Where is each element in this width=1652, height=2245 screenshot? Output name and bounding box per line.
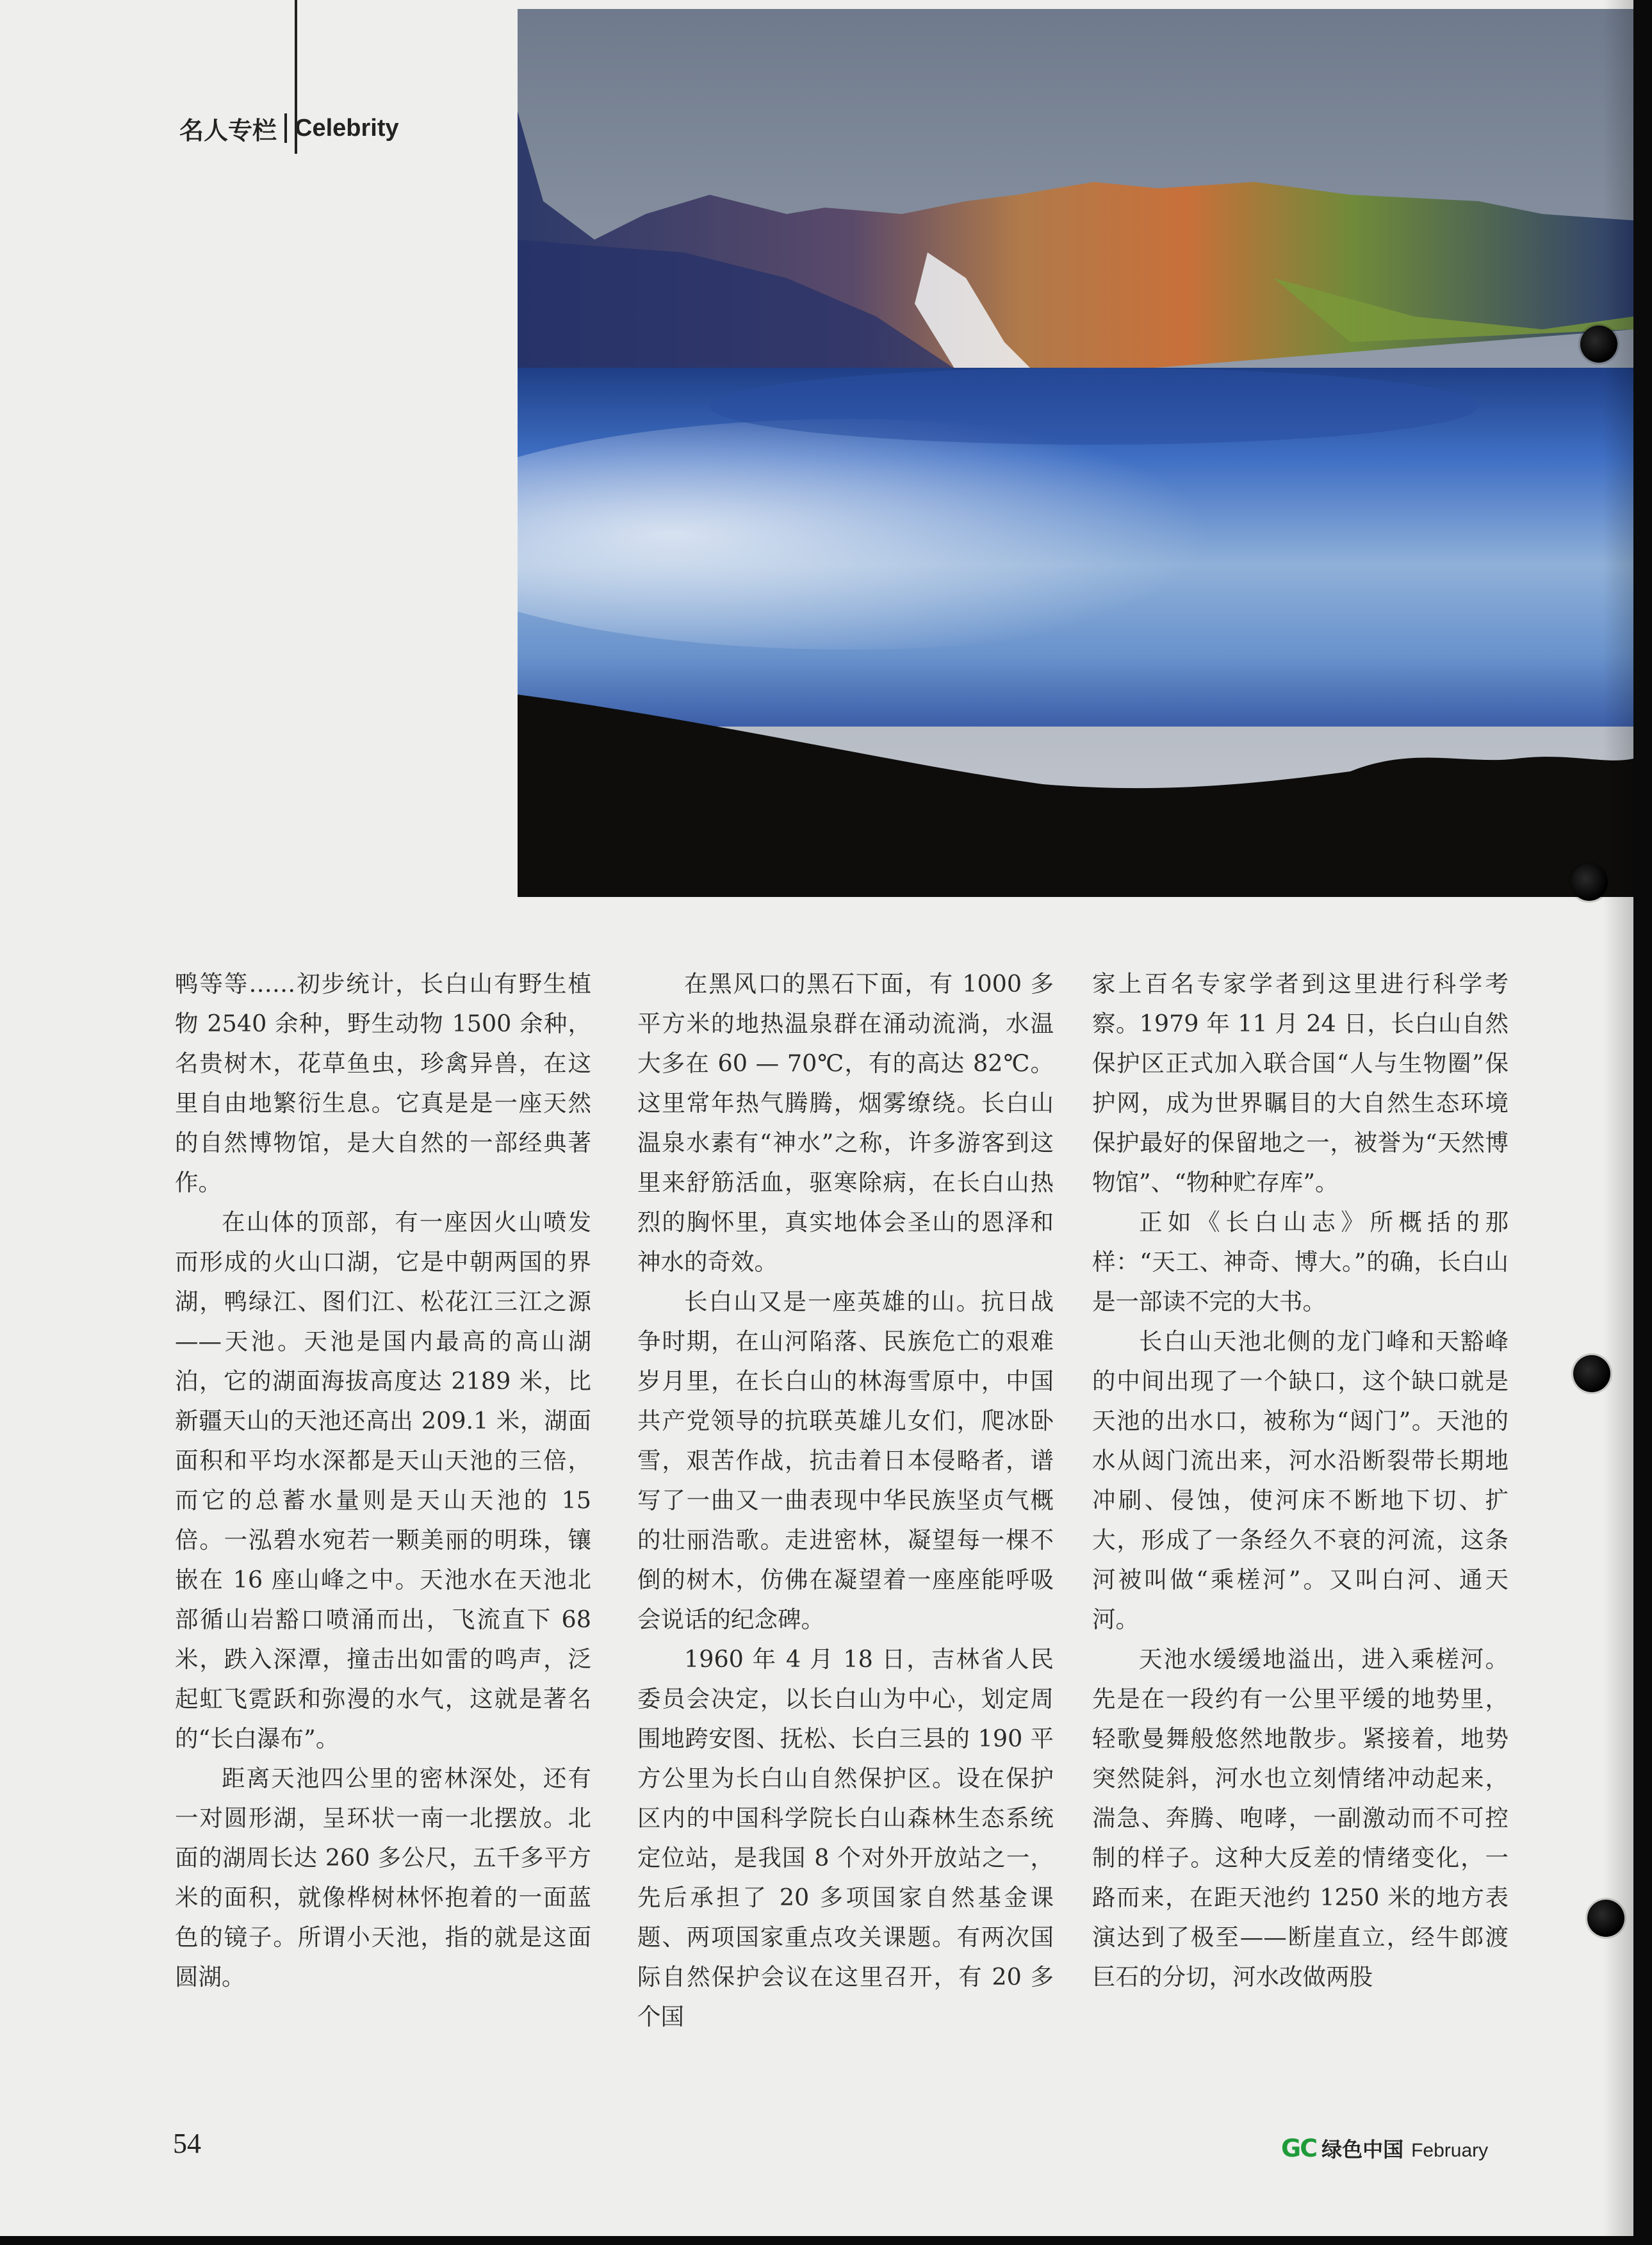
paragraph: 天池水缓缓地溢出，进入乘槎河。先是在一段约有一公里平缓的地势里，轻歌曼舞般悠然地散步。紧接着，地势突然陡斜，河水也立刻情绪冲动起来，湍急、奔腾、咆哮，一副激动而不可控制的样子。这种大反差的情绪变化，一路而来，在距天池约 1250 米的地方表演达到了极至——断崖直立，经牛郎渡巨石的分切，河水改做两股 bbox=[1092, 1645, 1509, 1991]
paragraph: 家上百名专家学者到这里进行科学考察。1979 年 11 月 24 日，长白山自然保护区正式加入联合国“人与生物圈”保护网，成为世界瞩目的大自然生态环境保护最好的保留地之一，被誉为“天然博物馆”、“物种贮存库”。 bbox=[1092, 970, 1509, 1196]
text-column-3 bbox=[1092, 964, 1509, 1997]
paragraph: 在黑风口的黑石下面，有 1000 多平方米的地热温泉群在涌动流淌，水温大多在 60 — 70℃，有的高达 82℃。这里常年热气腾腾，烟雾缭绕。长白山温泉水素有“神水”之称，许多游客到这里来舒筋活血，驱寒除病，在长白山热烈的胸怀里，真实地体会圣山的恩泽和神水的奇效。 bbox=[637, 970, 1054, 1276]
paragraph: 鸭等等……初步统计，长白山有野生植物 2540 余种，野生动物 1500 余种，名贵树木，花草鱼虫，珍禽异兽，在这里自由地繁衍生息。它真是是一座天然的自然博物馆，是大自然的一部经典著作。 bbox=[175, 970, 591, 1196]
section-header bbox=[179, 109, 399, 147]
paragraph: 距离天池四公里的密林深处，还有一对圆形湖，呈环状一南一北摆放。北面的湖周长达 260 多公尺，五千多平方米的面积，就像桦树林怀抱着的一面蓝色的镜子。所谓小天池，指的就是这面圆湖。 bbox=[175, 1764, 591, 1991]
section-title-zh: 名人专栏 bbox=[179, 116, 277, 145]
tianchi-lake-photo bbox=[518, 9, 1633, 897]
text-column-2 bbox=[637, 964, 1054, 2037]
magazine-brand bbox=[1281, 2134, 1488, 2163]
page-edge-shadow bbox=[1603, 0, 1633, 2236]
brand-name-zh: 绿色中国 bbox=[1321, 2137, 1404, 2162]
header-divider bbox=[284, 113, 287, 143]
paragraph: 正如《长白山志》所概括的那样：“天工、神奇、博大。”的确，长白山是一部读不完的大书。 bbox=[1092, 1208, 1509, 1315]
gc-logo-icon: GC bbox=[1281, 2134, 1317, 2162]
paragraph: 长白山又是一座英雄的山。抗日战争时期，在山河陷落、民族危亡的艰难岁月里，在长白山的林海雪原中，中国共产党领导的抗联英雄儿女们，爬冰卧雪，艰苦作战，抗击着日本侵略者，谱写了一曲又一曲表现中华民族坚贞气概的壮丽浩歌。走进密林，凝望每一棵不倒的树木，仿佛在凝望着一座座能呼吸会说话的纪念碑。 bbox=[637, 1288, 1054, 1633]
paragraph: 1960 年 4 月 18 日，吉林省人民委员会决定，以长白山为中心，划定周围地跨安图、抚松、长白三县的 190 平方公里为长白山自然保护区。设在保护区内的中国科学院长白山森林生态系统定位站，是我国 8 个对外开放站之一，先后承担了 20 多项国家自然基金课题、两项国家重点攻关课题。有两次国际自然保护会议在这里召开，有 20 多个国 bbox=[637, 1645, 1054, 2030]
paragraph: 长白山天池北侧的龙门峰和天豁峰的中间出现了一个缺口，这个缺口就是天池的出水口，被称为“闼门”。天池的水从闼门流出来，河水沿断裂带长期地冲刷、侵蚀，使河床不断地下切、扩大，形成了一条经久不衰的河流，这条河被叫做“乘槎河”。又叫白河、通天河。 bbox=[1092, 1328, 1509, 1633]
text-column-1 bbox=[175, 964, 591, 1997]
issue-month: February bbox=[1411, 2140, 1489, 2161]
paragraph: 在山体的顶部，有一座因火山喷发而形成的火山口湖，它是中朝两国的界湖，鸭绿江、图们江、松花江三江之源——天池。天池是国内最高的高山湖泊，它的湖面海拔高度达 2189 米，比新疆天山的天池还高出 209.1 米，湖面面积和平均水深都是天山天池的三倍，而它的总蓄水量则是天山天池的 15 倍。一泓碧水宛若一颗美丽的明珠，镶嵌在 16 座山峰之中。天池水在天池北部循山岩豁口喷涌而出，飞流直下 68 米，跌入深潭，撞击出如雷的鸣声，泛起虹飞霓跃和弥漫的水气，这就是著名的“长白瀑布”。 bbox=[175, 1208, 591, 1752]
section-title-en: Celebrity bbox=[295, 114, 399, 142]
page-number: 54 bbox=[173, 2128, 201, 2159]
